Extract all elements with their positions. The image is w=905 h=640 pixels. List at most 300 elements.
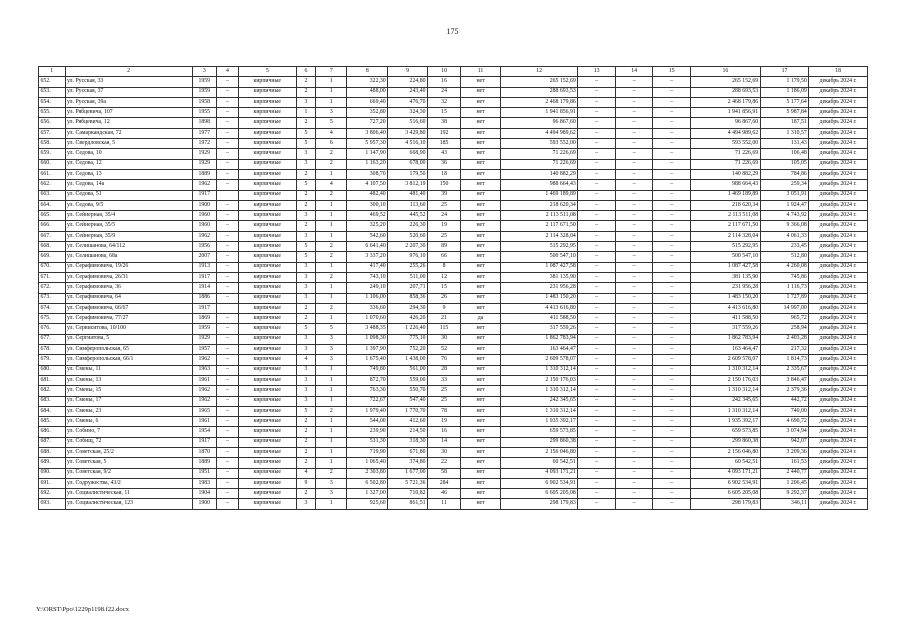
table-cell: 1965 [192,406,216,416]
table-cell: – [615,489,653,499]
table-cell: нет [461,139,501,149]
table-cell: 550,70 [388,386,428,396]
table-cell: 150 [428,180,461,190]
table-cell: ул. Седова, 9/5 [65,200,192,210]
table-cell: 653. [39,87,66,97]
table-cell: – [578,396,616,406]
table-cell: – [653,128,691,138]
table-cell: 1962 [192,355,216,365]
table-cell: 1962 [192,386,216,396]
table-cell: 9 292,37 [760,489,809,499]
table-cell: кирпичные [239,159,296,169]
table-cell: 2 379,36 [760,386,809,396]
table-cell: – [216,324,238,334]
table-cell: нет [461,417,501,427]
table-cell: – [216,427,238,437]
table-cell: – [578,169,616,179]
table-cell: декабрь 2024 г. [809,375,868,385]
table-cell: 512,80 [760,252,809,262]
table-cell: 743,10 [347,272,388,282]
table-cell: 3 806,40 [347,128,388,138]
table-cell: 163 464,47 [691,345,761,355]
table-cell: – [653,190,691,200]
table-cell: – [615,406,653,416]
table-cell: – [615,499,653,509]
table-cell: 1 438,00 [388,355,428,365]
table-cell: 374,80 [388,458,428,468]
table-cell: нет [461,283,501,293]
table-cell: 1 483 150,20 [691,293,761,303]
table-cell: 249,10 [347,283,388,293]
table-cell: 2 114 328,04 [500,231,577,241]
table-row [39,386,868,396]
table-cell: кирпичные [239,293,296,303]
table-cell: 3 [296,231,316,241]
table-row [39,417,868,427]
table-cell: – [653,489,691,499]
table-cell: 1 [316,499,347,509]
table-cell: нет [461,200,501,210]
table-cell: – [216,221,238,231]
table-cell: 976,10 [388,252,428,262]
table-cell: декабрь 2024 г. [809,478,868,488]
table-cell: 740,00 [760,406,809,416]
table-cell: 3 337,20 [347,252,388,262]
table-cell: ул. Серафимовича, 26/31 [65,272,192,282]
table-cell: – [578,231,616,241]
table-cell: 2 403,28 [760,334,809,344]
table-cell: 670. [39,262,66,272]
table-cell: – [216,77,238,87]
table-cell: – [653,447,691,457]
table-cell: 411 588,50 [500,314,577,324]
table-row [39,458,868,468]
table-cell: – [653,303,691,313]
table-cell: декабрь 2024 г. [809,77,868,87]
table-cell: – [615,272,653,282]
table-cell: нет [461,406,501,416]
table-cell: 6 502,80 [347,478,388,488]
table-cell: 3 [316,489,347,499]
table-cell: 710,82 [388,489,428,499]
table-cell: 1958 [192,97,216,107]
table-cell: 669,40 [347,97,388,107]
table-cell: декабрь 2024 г. [809,468,868,478]
table-cell: 18 [428,169,461,179]
table-cell: декабрь 2024 г. [809,437,868,447]
table-cell: – [578,118,616,128]
table-cell: 684. [39,406,66,416]
table-cell: 988 664,43 [500,180,577,190]
table-cell: 242 345,65 [691,396,761,406]
table-cell: – [578,283,616,293]
table-cell: 1 [316,97,347,107]
table-cell: 667. [39,231,66,241]
table-cell: – [216,293,238,303]
table-cell: нет [461,334,501,344]
table-cell: 25 [428,396,461,406]
table-cell: 2 [296,427,316,437]
table-cell: 752,20 [388,345,428,355]
table-row [39,211,868,221]
table-cell: 8 [428,262,461,272]
table-row [39,77,868,87]
table-cell: 500 547,10 [691,252,761,262]
table-cell: – [578,386,616,396]
table-cell: 5 [316,118,347,128]
table-cell: 5 [296,406,316,416]
table-cell: – [653,437,691,447]
table-cell: – [615,108,653,118]
table-cell: нет [461,303,501,313]
table-cell: – [578,447,616,457]
table-row [39,324,868,334]
table-cell: 2 [316,272,347,282]
table-cell: ул. Смены, 23 [65,406,192,416]
table-cell: 674. [39,303,66,313]
table-cell: 5 [296,128,316,138]
table-cell: 3 [296,396,316,406]
table-cell: кирпичные [239,478,296,488]
table-cell: декабрь 2024 г. [809,221,868,231]
table-cell: 1889 [192,169,216,179]
table-cell: 214,50 [388,427,428,437]
table-cell: 26 [428,293,461,303]
table-cell: 1914 [192,283,216,293]
table-cell: 3 [296,159,316,169]
table-cell: 1 147,90 [347,149,388,159]
table-cell: декабрь 2024 г. [809,417,868,427]
table-cell: – [615,468,653,478]
table-cell: 775,10 [388,334,428,344]
table-cell: – [578,293,616,303]
table-cell: 561,00 [388,365,428,375]
table-cell: 668,90 [388,149,428,159]
table-cell: ул. Селишанова, 64/112 [65,242,192,252]
table-cell: 2 [296,437,316,447]
table-cell: – [653,375,691,385]
column-number-cell: 18 [809,67,868,77]
table-cell: 660. [39,159,66,169]
table-cell: 1977 [192,128,216,138]
table-cell: нет [461,272,501,282]
table-cell: кирпичные [239,314,296,324]
table-cell: ул. Русская, 33 [65,77,192,87]
table-cell: – [216,118,238,128]
table-row [39,406,868,416]
table-cell: 2 [296,458,316,468]
table-row [39,468,868,478]
table-cell: 308,70 [347,169,388,179]
table-cell: кирпичные [239,437,296,447]
column-number-row [39,67,868,77]
table-cell: нет [461,159,501,169]
table-cell: 1 [316,365,347,375]
table-cell: 657. [39,128,66,138]
table-cell: 861,51 [388,499,428,509]
table-cell: 2 [316,406,347,416]
table-cell: 52 [428,345,461,355]
table-cell: 4 413 616,80 [500,303,577,313]
table-cell: декабрь 2024 г. [809,97,868,107]
table-cell: 163 464,47 [500,345,577,355]
table-cell: кирпичные [239,272,296,282]
table-cell: 693. [39,499,66,509]
table-cell: 239,90 [347,427,388,437]
table-cell: 1 098,30 [347,334,388,344]
table-cell: нет [461,345,501,355]
table-cell: 664. [39,200,66,210]
table-cell: 1 310 312,14 [691,365,761,375]
table-cell: 1960 [192,221,216,231]
table-cell: 131,43 [760,139,809,149]
table-cell: 3 812,19 [388,180,428,190]
table-cell: кирпичные [239,489,296,499]
table-cell: декабрь 2024 г. [809,345,868,355]
table-cell: 659 573,85 [500,427,577,437]
table-cell: ул. Седова, 14а [65,180,192,190]
column-number-cell: 1 [39,67,66,77]
table-cell: 1 [316,437,347,447]
table-cell: 4 093 171,21 [691,468,761,478]
table-cell: – [615,190,653,200]
table-cell: кирпичные [239,231,296,241]
table-cell: 1963 [192,365,216,375]
table-cell: – [216,499,238,509]
table-cell: – [578,108,616,118]
table-cell: 3 [296,334,316,344]
table-cell: 1929 [192,334,216,344]
table-cell: 482,40 [347,190,388,200]
table-cell: 411 588,50 [691,314,761,324]
table-cell: 659. [39,149,66,159]
table-cell: 1 [316,200,347,210]
table-cell: кирпичные [239,447,296,457]
table-cell: – [216,139,238,149]
table-cell: 3 209,36 [760,447,809,457]
table-cell: 1 310 312,14 [500,386,577,396]
table-cell: 2 150 176,03 [691,375,761,385]
table-cell: декабрь 2024 г. [809,406,868,416]
table-cell: – [578,252,616,262]
table-cell: – [578,427,616,437]
table-cell: 445,52 [388,211,428,221]
table-cell: 4 516,10 [388,139,428,149]
table-cell: 231 956,28 [500,283,577,293]
table-cell: 1962 [192,180,216,190]
table-cell: – [653,386,691,396]
table-cell: 652. [39,77,66,87]
table-cell: 672. [39,283,66,293]
table-cell: 6 902 534,91 [691,478,761,488]
table-cell: – [578,375,616,385]
table-cell: 2 113 511,08 [691,211,761,221]
table-cell: 1 935 392,17 [500,417,577,427]
table-cell: декабрь 2024 г. [809,211,868,221]
table-cell: – [615,77,653,87]
table-cell: 1 814,73 [760,355,809,365]
table-cell: 5 721,36 [388,478,428,488]
table-cell: 2 [296,169,316,179]
table-cell: – [578,417,616,427]
table-cell: 2007 [192,252,216,262]
column-number-cell: 16 [691,67,761,77]
table-cell: 6 605 205,08 [500,489,577,499]
table-cell: 317 559,26 [691,324,761,334]
table-cell: – [653,262,691,272]
table-cell: ул. Сейнерная, 35/4 [65,211,192,221]
table-cell: 1 924,47 [760,200,809,210]
table-cell: 687. [39,437,66,447]
table-cell: 3 [316,334,347,344]
table-cell: – [615,355,653,365]
table-cell: нет [461,324,501,334]
table-cell: – [615,283,653,293]
table-cell: – [216,406,238,416]
table-cell: – [578,221,616,231]
table-cell: декабрь 2024 г. [809,159,868,169]
table-cell: 233,45 [760,242,809,252]
column-number-cell: 3 [192,67,216,77]
table-cell: кирпичные [239,283,296,293]
table-cell: – [653,427,691,437]
table-cell: ул. Селишанова, 68а [65,252,192,262]
table-cell: 4 [296,355,316,365]
table-cell: 2 [296,118,316,128]
table-cell: – [653,252,691,262]
table-cell: ул. Смены, 17 [65,396,192,406]
table-cell: 1 [316,283,347,293]
table-cell: 1917 [192,437,216,447]
table-cell: – [578,272,616,282]
table-cell: 66 [428,252,461,262]
table-cell: ул. Смены, 11 [65,365,192,375]
table-cell: декабрь 2024 г. [809,499,868,509]
table-cell: – [578,87,616,97]
table-cell: декабрь 2024 г. [809,293,868,303]
table-cell: – [216,262,238,272]
table-cell: кирпичные [239,334,296,344]
table-cell: 106,48 [760,149,809,159]
table-cell: 520,60 [388,231,428,241]
table-cell: 745,86 [760,272,809,282]
table-cell: – [216,314,238,324]
table-cell: 1 [316,396,347,406]
table-cell: – [653,118,691,128]
table-cell: 2 303,80 [347,468,388,478]
table-cell: 4 [316,180,347,190]
table-cell: 6 [316,139,347,149]
table-cell: 14 [428,437,461,447]
table-cell: – [578,314,616,324]
table-cell: 2 [296,221,316,231]
column-number-cell: 5 [239,67,296,77]
table-cell: 593 552,00 [691,139,761,149]
table-cell: 1983 [192,478,216,488]
table-cell: – [216,458,238,468]
table-cell: нет [461,97,501,107]
table-cell: – [615,396,653,406]
table-cell: 96 867,60 [691,118,761,128]
table-cell: декабрь 2024 г. [809,489,868,499]
table-cell: 1 327,00 [347,489,388,499]
table-cell: – [653,293,691,303]
table-cell: 2 150 176,03 [500,375,577,385]
table-cell: 3 074,94 [760,427,809,437]
table-cell: 671. [39,272,66,282]
table-cell: 113,60 [388,200,428,210]
table-cell: 115 [428,324,461,334]
table-cell: – [578,303,616,313]
table-cell: 1959 [192,87,216,97]
table-cell: – [653,180,691,190]
table-cell: – [216,437,238,447]
table-cell: 2 [296,489,316,499]
table-cell: 2 609 578,07 [500,355,577,365]
table-cell: – [653,108,691,118]
column-number-cell: 11 [461,67,501,77]
table-cell: 207,71 [388,283,428,293]
table-cell [216,190,238,200]
table-cell: 2 [296,447,316,457]
table-cell: 689. [39,458,66,468]
table-cell: – [578,437,616,447]
table-cell: 3 [296,97,316,107]
table-cell: – [578,211,616,221]
table-cell: 1929 [192,159,216,169]
table-cell: – [615,211,653,221]
table-cell: – [615,231,653,241]
table-cell: декабрь 2024 г. [809,242,868,252]
table-cell: 683. [39,396,66,406]
table-row [39,139,868,149]
table-cell: 481,40 [388,190,428,200]
table-cell: 299 860,38 [500,437,577,447]
table-cell: кирпичные [239,386,296,396]
table-cell: 226,30 [388,221,428,231]
table-cell: 6 902 534,91 [500,478,577,488]
table-cell: 4 093 171,21 [500,468,577,478]
table-cell: ул. Смены, 15 [65,386,192,396]
table-cell: – [653,406,691,416]
table-cell: 3 [296,211,316,221]
table-cell: декабрь 2024 г. [809,180,868,190]
table-cell: 680. [39,365,66,375]
table-cell: – [615,97,653,107]
table-cell: 678,00 [388,159,428,169]
table-cell: 1900 [192,200,216,210]
table-cell: 2 [296,314,316,324]
table-cell: кирпичные [239,221,296,231]
table-cell: – [216,447,238,457]
table-cell: нет [461,128,501,138]
table-cell: декабрь 2024 г. [809,334,868,344]
table-cell: 1 310 312,14 [691,406,761,416]
table-cell: нет [461,489,501,499]
table-cell: – [653,272,691,282]
table-cell: 2 [296,200,316,210]
table-cell: – [615,427,653,437]
table-cell: 352,80 [347,108,388,118]
table-row [39,180,868,190]
table-cell: 692. [39,489,66,499]
table-cell: ул. Собищ, 72 [65,437,192,447]
table-cell: 15 [428,108,461,118]
table-cell: 39 [428,190,461,200]
table-cell: 25 [428,200,461,210]
table-cell: 412,60 [388,417,428,427]
table-cell: 727,20 [347,118,388,128]
